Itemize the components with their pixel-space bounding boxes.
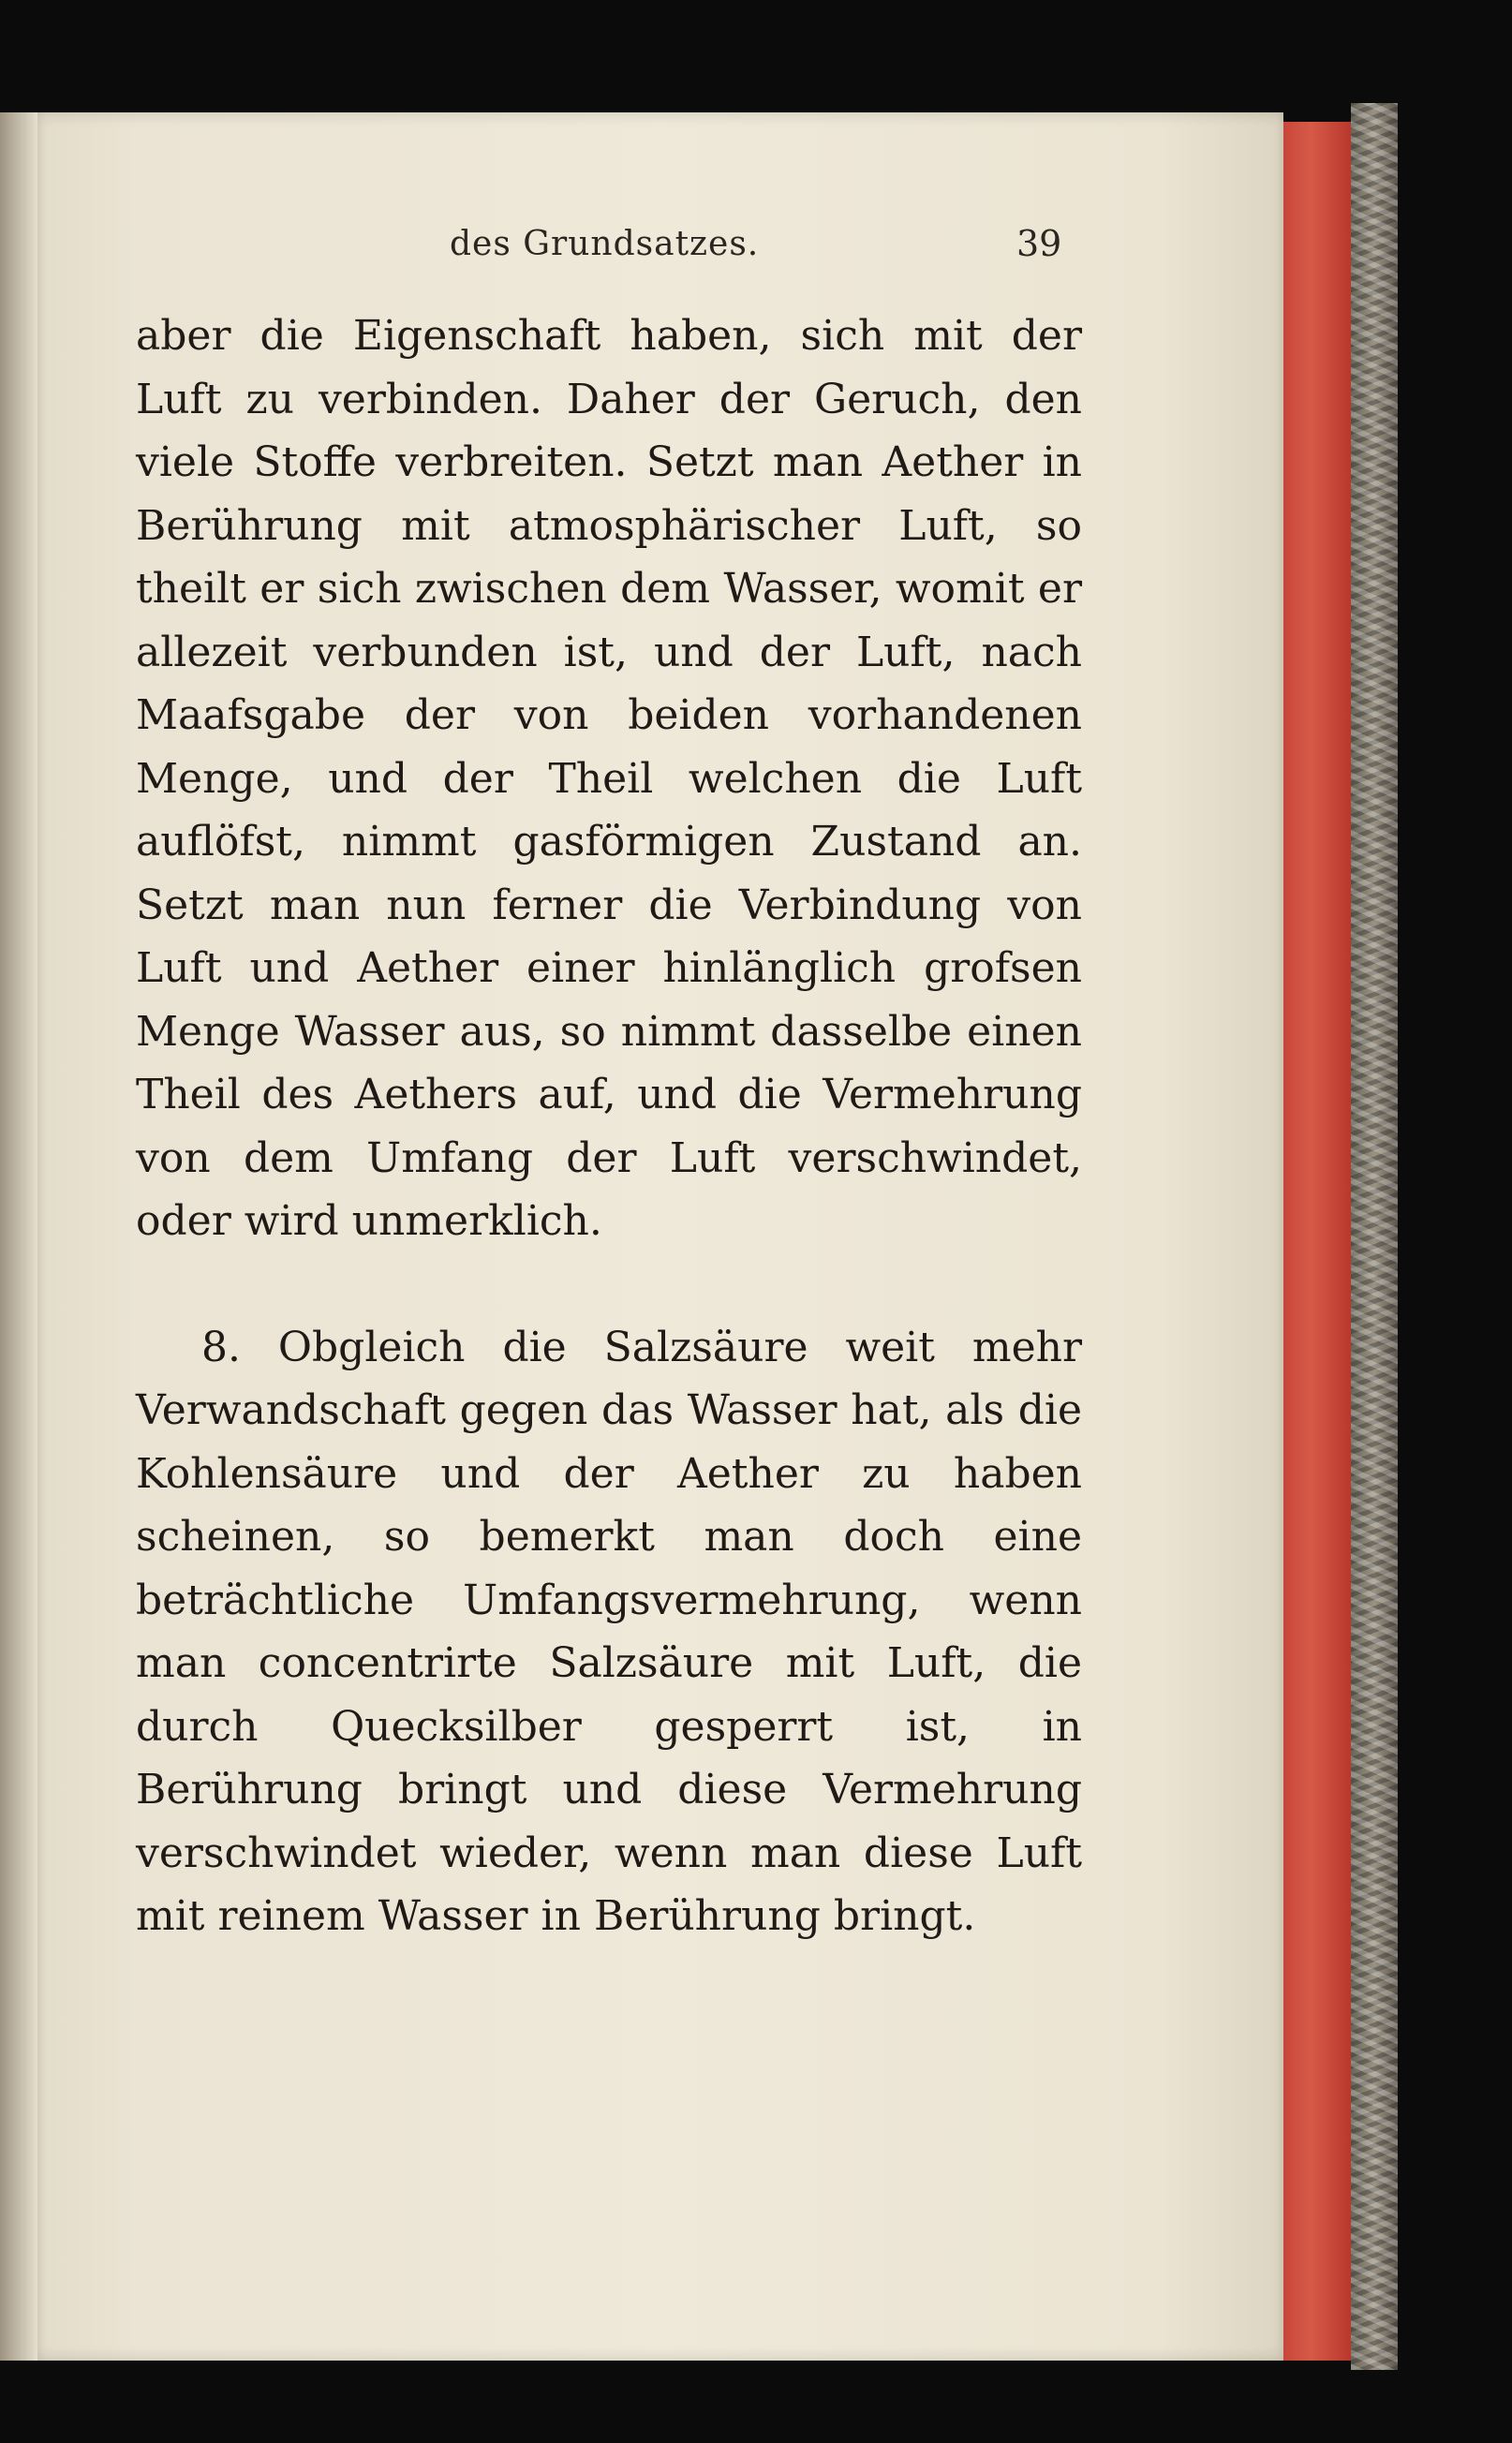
page-number: 39 bbox=[1016, 223, 1062, 264]
red-page-edge bbox=[1283, 122, 1351, 2361]
page-body bbox=[136, 304, 1082, 1948]
marbled-cover-edge bbox=[1351, 103, 1398, 2370]
book-page bbox=[37, 112, 1283, 2361]
paragraph-1: aber die Eigenschaft haben, sich mit der Luft zu verbinden. Daher der Geruch, den viele Stoffe verbreiten. Setzt man Aether in Berührung mit atmosphärischer Luft, so theilt er sich zwischen dem Wasser, womit er allezeit verbunden ist, und der Luft, nach Maafsgabe der von beiden vorhandenen Menge, und der Theil welchen die Luft auflöfst, nimmt gasförmigen Zustand an. Setzt man nun ferner die Verbindung von Luft und Aether einer hinlänglich grofsen Menge Wasser aus, so nimmt dasselbe einen Theil des Aethers auf, und die Vermehrung von dem Umfang der Luft verschwindet, oder wird unmerklich. bbox=[136, 312, 1082, 1245]
paragraph-2: 8. Obgleich die Salzsäure weit mehr Verwandschaft gegen das Wasser hat, als die Kohlensäure und der Aether zu haben scheinen, so bemerkt man doch eine beträchtliche Umfangsvermehrung, wenn man concentrirte Salzsäure mit Luft, die durch Quecksilber gesperrt ist, in Berührung bringt und diese Vermehrung verschwindet wieder, wenn man diese Luft mit reinem Wasser in Berührung bringt. bbox=[136, 1323, 1082, 1940]
running-head: des Grundsatzes. bbox=[450, 225, 760, 263]
previous-page-edge bbox=[0, 112, 37, 2361]
